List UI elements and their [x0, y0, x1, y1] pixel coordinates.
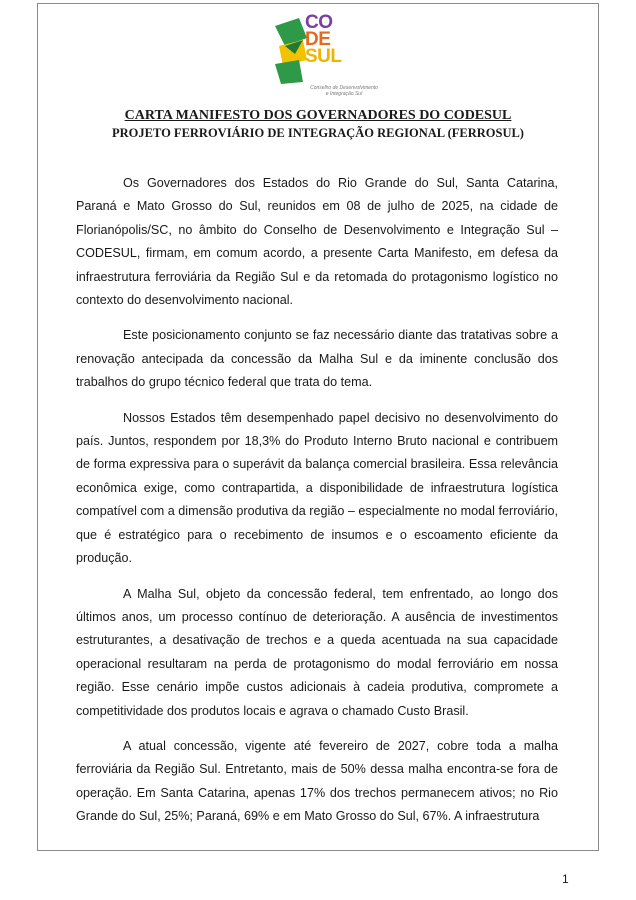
- logo-letters-de: DE: [305, 29, 331, 50]
- logo-letters-co: CO: [305, 12, 333, 33]
- paragraph: Os Governadores dos Estados do Rio Grande do Sul, Santa Catarina, Paraná e Mato Grosso do Sul, reunidos em 08 de julho de 2025, na cidade de Florianópolis/SC, no âmbito do Conselho de Desenvolvimento e Integração Sul – CODESUL, firmam, em comum acordo, a presente Carta Manifesto, em defesa da infraestrutura ferroviária da Região Sul e da retomada do protagonismo logístico no contexto do desenvolvimento nacional.: [76, 176, 558, 308]
- codesul-wordmark: [305, 14, 342, 65]
- page-number: 1: [562, 872, 569, 886]
- codesul-logo: [273, 12, 378, 97]
- document-title: CARTA MANIFESTO DOS GOVERNADORES DO CODESUL: [124, 108, 512, 123]
- paragraph: Este posicionamento conjunto se faz necessário diante das tratativas sobre a renovação antecipada da concessão da Malha Sul e da iminente conclusão dos trabalhos do grupo técnico federal que trata do tema.: [76, 328, 558, 390]
- paragraph: Nossos Estados têm desempenhado papel decisivo no desenvolvimento do país. Juntos, respondem por 18,3% do Produto Interno Bruto nacional e contribuem de forma expressiva para o superávit da balança comercial brasileira. Essa relevância econômica exige, como contrapartida, a disponibilidade de infraestrutura logística compatível com a dimensão produtiva da região – especialmente no modal ferroviário, que é estratégico para o recebimento de insumos e o escoamento eficiente da produção.: [76, 410, 558, 566]
- logo-tagline: Conselho de Desenvolvimento e Integração Sul: [310, 85, 378, 97]
- paragraph: A Malha Sul, objeto da concessão federal, tem enfrentado, ao longo dos últimos anos, um processo contínuo de deterioração. A ausência de investimentos estruturantes, a desativação de trechos e a queda acentuada na sua capacidade operacional resultaram na perda de protagonismo do modal ferroviário em nossa região. Esse cenário impõe custos adicionais à cadeia produtiva, compromete a competitividade dos produtos locais e agrava o chamado Custo Brasil.: [76, 586, 558, 718]
- document-subtitle: PROJETO FERROVIÁRIO DE INTEGRAÇÃO REGIONAL (FERROSUL): [112, 126, 524, 140]
- paragraph: A atual concessão, vigente até fevereiro de 2027, cobre toda a malha ferroviária da Região Sul. Entretanto, mais de 50% dessa malha encontra-se fora de operação. Em Santa Catarina, apenas 17% dos trechos permanecem ativos; no Rio Grande do Sul, 25%; Paraná, 69% e em Mato Grosso do Sul, 67%. A infraestrutura: [76, 738, 558, 824]
- logo-letters-sul: SUL: [305, 46, 342, 67]
- codesul-emblem-icon: [273, 16, 309, 86]
- document-body: [76, 172, 558, 841]
